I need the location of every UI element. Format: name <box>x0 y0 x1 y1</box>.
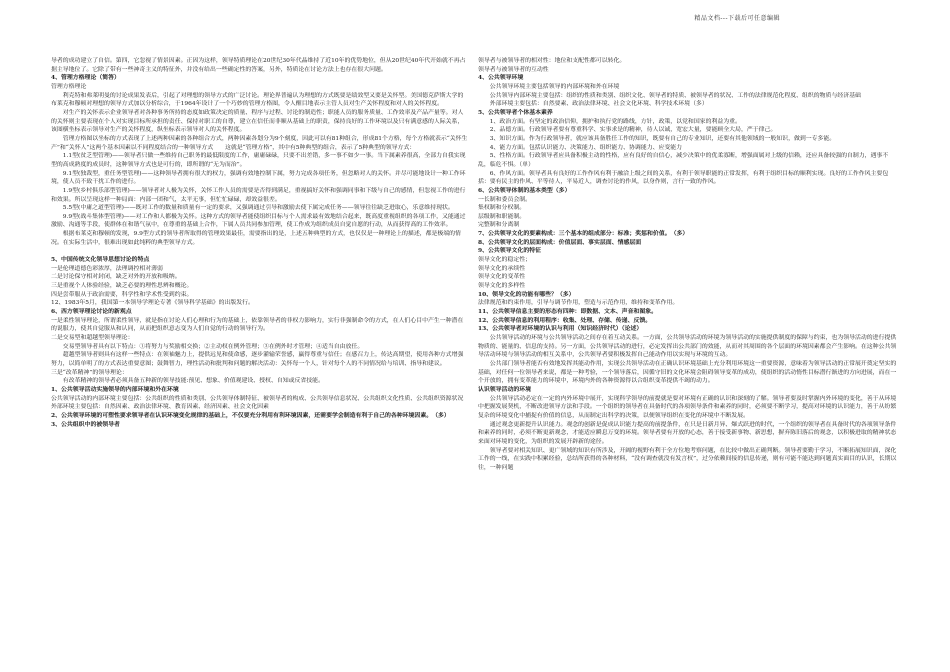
left-paragraph: 公共领导活动的内部环境主要包括：公共组织的性质和类别、公共领导体制特征、被领导者的构成、公共领导信息状况、公共组织文化性质、公共组织资源状况 <box>51 395 464 402</box>
right-paragraph: 法律规范和约束作用，引导与调节作用，塑造与示范作用，维持和变革作用。 <box>478 300 679 307</box>
left-paragraph: 三是重视个人体验经验，缺乏必要的理性思辨和概论。 <box>51 283 193 290</box>
left-paragraph: 1、公共领导活动实施领导的内部环境和外在环境 <box>51 385 179 393</box>
left-paragraph: 5、中国传统文化领导思想讨论的特点 <box>51 256 150 264</box>
left-paragraph: 有改革精神的领导者必须具备五种新的领导技能:预见、想象、价值观建设、授权、自知或反省技能。 <box>62 378 324 385</box>
left-paragraph: 三是“改革精神”的领导理论： <box>51 369 128 376</box>
page-header: 精品文档---下载后可任意编辑 <box>694 15 780 22</box>
right-paragraph: 集权制和分权制。 <box>478 205 526 212</box>
right-paragraph: 通过观念更新提升认识能力。观念的创新是促成认识能力提高的前提条件，在只是日新月异、爆式跃进的时代，一个组织的领导者在具备时代的各项领导条件和素养的同时，必须不断更新观念，才能适应瞬息万变的环境。领导者要有开放的心态，善于接受新事物、新思想，摒弃陈旧落后的观念，以积极进取的精神状态来面对环境的变化，为组织的发展开辟新的途径。 <box>478 421 897 445</box>
left-paragraph: 1.9型(乡村俱乐部型管理)——领导者对人极为关怀，关怀工作人员的需要是否得到满足，重视搞好关怀和强调同事和下级与自己的感情，但忽视工作的进行和效果。所以呈现这样一种局面：内部一团和气，太平无事，但忙忙碌碌，却效益很差。 <box>51 187 466 203</box>
right-paragraph: 5、公共领导者个体基本素养 <box>478 108 553 116</box>
right-paragraph: 2、品德方面。行政领导者要有尊重科学、实事求是的精神，待人以诚，宽宏大量，要能顾全大局，严于律己。 <box>489 127 777 134</box>
right-paragraph: 公共领导内部环境主要包括：组织的性质和类别、组织文化、领导者的特质、被领导者的状况、工作的法律规范化程度、组织的物质与经济基础 <box>489 92 861 99</box>
left-paragraph: 导者的成功建立了自信。第四，它忽视了情景因素。正因为这样，领导特质理论在20世纪30年代晶维持了近10年的优势地位，但从20世纪40年代开始就不再占据主导地位了。它除了带有一些神奇主义的特征外，并没有给出一些确定性的答案，另外，特质论在讨论方法上也存在很大问题。 <box>51 58 466 73</box>
left-paragraph: 6、西方领导理论讨论的新观点 <box>51 308 132 316</box>
right-paragraph: 领导者与被领导者的互动性 <box>478 66 549 73</box>
right-paragraph: 领导者与被领导者的相对性：地位和支配性都可以转化。 <box>478 58 626 64</box>
right-paragraph: 领导文化的变革性 <box>478 274 526 281</box>
right-paragraph: 领导文化的多样性 <box>478 283 526 290</box>
left-paragraph <box>51 247 469 256</box>
left-paragraph: 12、1983年5月，我国第一本领导学理论专著《领导科学基础》的出版发行。 <box>51 300 254 307</box>
right-paragraph: 领导者要对相关知识、更广领域的知识有所涉及，开阔的视野有利于全方位地考察问题，在比较中做出正确判断。领导者要勤于学习，不断拓展知识面，深化工作的一线，在实践中积累经验，总结所获得的各种材料，“没有调查就没有发言权”，过分依赖间接的信息传递，则有可能不能达到问题真实面目的认识，长期以往，一种问题 <box>478 447 897 471</box>
left-paragraph: 一是伦理道德色彩浓厚，法理调控相对薄弱 <box>51 265 163 272</box>
left-paragraph: 四是尝带服从于政治需要，科学性和学术性受到约束。 <box>51 291 193 298</box>
right-paragraph: 认识领导活动的环境 <box>478 385 532 393</box>
right-paragraph: 4、公共领导环境 <box>478 74 524 82</box>
right-paragraph: 完整制和分离制 <box>478 222 520 229</box>
right-paragraph: 10、领导文化的功能有哪些？（多） <box>478 290 575 298</box>
right-paragraph: 5、性格方面。行政领导者应具备积极主动的性格，应有良好的自信心，减少决策中的优柔寡断，增强面属对上级的信赖，还应具备较强的自制力，遇事不乱，临危不惧。（单） <box>478 153 889 168</box>
right-paragraph: 领导文化的稳定性； <box>478 257 532 264</box>
left-paragraph: 2、公共领导环境的可塑性要求领导者在认识环境变化规律的基础上，不仅要充分利用有利环境因素，还需要学会制造有利于自己的各种环境因素。（多） <box>51 411 450 419</box>
left-paragraph: 3、公共组织中的被领导者 <box>51 420 120 428</box>
left-paragraph: 1.1型(贫乏型管理)——领导者只做一些维持自己职务的最低限度的工作，庸庸碌碌，只要不出差错，多一事不如少一事。当下属素养很高，全部力自我实现型的高成熟度的成员时，这种领导方式也是可行的，即所谓的“无为而治”。 <box>51 153 466 168</box>
left-column <box>51 57 469 657</box>
left-paragraph: 外部环境主要包括：自然因素、政治法律环境、教育因素、经济因素、社会文化因素 <box>51 404 269 411</box>
left-paragraph: 5.5型(中庸之道型管理)——既对工作的数量和质量有一定的要求，又强调通过引导和激励去使下属完成任务——领导往往缺乏进取心，乐意维持现状。 <box>62 205 454 212</box>
left-paragraph: 9.1型(独裁型，重任务型管理)——这种领导者拥有很大的权力，强调有效地控制下属，努力完成各项任务，但忽略对人的关怀。并尽可能地设计一种工作环境，使人员不致干扰工作的进行。 <box>51 170 466 186</box>
left-paragraph: 一是柔性领导理论，所谓柔性领导，就是指在讨论人们心理和行为的基础上，依靠领导者的非权力影响力，实行非强制命令的方式，在人们心目中产生一种潜在的说服力，使其自觉服从和认同，从而把组织意志变为人们自觉的行动的领导行为。 <box>51 317 464 333</box>
right-paragraph: 领导文化的承续性 <box>478 265 526 272</box>
right-paragraph: 8、公共领导文化的层面构成：价值层面、事实层面、情感层面 <box>478 238 642 246</box>
right-paragraph: 7、公共领导文化的要素构成：三个基本的组成部分：标准；奖惩和价值。（多） <box>478 230 689 238</box>
right-paragraph: 3、知识方面。作为行政领导者，就应该具备胜任工作的知识，既要有自己的专业知识，还要有其他领域的一般知识，做到一专多能。 <box>489 135 836 142</box>
right-paragraph: 6、作风方面。领导者具有良好的工作作风有利于融洽上级之间的关系，有利于领导职能的正常发挥，有利于组织目标的顺利实现。良好的工作作风主要包括：要有民主的作风、平等待人，平易近人，调查讨论的作风，以身作则，言行一致的作风。 <box>478 170 889 186</box>
right-column <box>478 57 899 657</box>
right-paragraph: 11、公共领导信息主要的形态有四种：即数据、文本、声音和图象。 <box>478 308 658 316</box>
left-paragraph: 二是讨论保守相对封闭，缺乏对外的开放和吸纳。 <box>51 274 181 281</box>
left-paragraph: 管理方格图以坐标的方式表现了上述两种因素的各种组合方式，两种因素各划分为9个刻度，因此可以有81种组合，形成81个方格，每个方格就表示“关怀生产”和“关怀人”这两个基本因素以不同程度结合的一种领导方式 这就是“管理方格”，其中有5种典型的组合，表示了5种典型的领导方式： <box>51 135 468 151</box>
right-paragraph: 6、公共领导体制的基本类型（多） <box>478 186 571 194</box>
right-paragraph: 公共部门领导者能否有效地发挥其能动作用，实现公共领导活动在正确认识环境基础上充分利用环境这一重要资源，意味着为领导活动的正常展开奠定坚实的基础，对任何一位领导者来说，都是一种考验，一个领导落后，因循守旧的文化环境会阻碍领导变革的成功，使组织的活动惰性目标潜行渐进的方向进展，而在一个开放的，拥有变革能力的环境中，环境内外的各种资源得以合组织变革提供不竭的动力。 <box>478 360 897 385</box>
right-paragraph: 公共领导环境主要包括领导的内部环境和外在环境 <box>489 83 620 90</box>
left-paragraph: 对生产的关怀表示企业领导者对各种事务所持的态度如政策决定的质量、程序与过程、讨论的制造性；职能人员的服务质量、工作效率及产品产量等。对人的关怀则主要表现在个人对实现目标所承担的责任、保持对职工的自尊，建立在信任而非顺从基础上的职责，保持良好的工作环境以及只有满意感的人际关系，该图横坐标表示领导对生产的关怀程度，纵坐标表示领导对人的关怀程度。 <box>51 109 464 134</box>
left-paragraph: 利克特和弗莱明曼的讨论成果发表后，引起了对理想的领导方式的广泛讨论。理论界普遍认为理想的方式既要是绩效型又要是关怀型。美国德克萨斯大学的布莱克和穆顿对理想的领导方式加以分析综合，于1964年设计了一个巧妙的管理方格图，令人醒目地表示主管人员对生产关怀程度和对人的关怀程度。 <box>51 92 464 108</box>
right-paragraph: 1、政治方面。有坚定的政治信仰，拥护和执行党的路线，方针，政策，以党和国家的利益为重。 <box>489 118 741 125</box>
right-paragraph: 公共领导活动的环境与公共领导活动之间存在着互动关系。一方面，公共领导活动的环境为领导活动的实施提供制度的保障与约束，也为领导活动的进行提供物质的、能量的、信息的支持。另一方面，公共领导活动的进行，必定发挥出公共部门的效能，从而对其周围的各个层面的环境因素都会产生影响。在这种公共领导活动环境与领导活动的相互关系中，公共领导者要积极发挥自己能动作用以实现与环境的互动。 <box>478 335 897 359</box>
left-paragraph: 二是交易型和超越型领导理论： <box>51 335 134 341</box>
right-paragraph: 13、公共领导者对环境的认识与利用（知识经济时代）（论述） <box>478 325 643 333</box>
right-paragraph: 公共领导活动必定在一定的内外环境中展开，实现科学领导的前提就是要对环境有正确的认识和深刻的了解。领导者要及时掌握内外环境的变化，善于从环境中把握发展契机，不断改进领导方法和手段。一个组织的领导者在具备时代的各项领导条件和素养的同时，必须要不断学习，提高对环境的认识能力，善于从纷繁复杂的环境变化中捕捉有价值的信息，从而制定出科学的决策，以便领导组织在变化的环境中不断发展。 <box>478 395 897 419</box>
left-paragraph: 管理方格理论 <box>51 83 87 90</box>
left-paragraph: 根据布莱克和穆顿的发现，9.9型方式的领导者所取得的管理效果最佳，需要指出的是，上述五种典型的方式，也仅仅是一种理论上的描述，都是极端的情况。在实际生活中，很难出现如此纯粹的典型领导方式。 <box>51 231 461 246</box>
right-paragraph: 4、能力方面。包括认识能力、决策能力、组织能力、协调能力、应变能力 <box>489 144 683 151</box>
right-paragraph: 外部环境主要包括：自然要素、政治法律环境、社会文化环境、科学技术环境（多） <box>489 101 708 108</box>
left-paragraph: 交易型领导者具有以下特点：①将努力与奖励相交换；②主动权在例外管理；③在例外时才管理；④适当自由放任。 <box>62 343 364 350</box>
left-paragraph: 超越型领导者则具有这样一些特点：在领袖魅力上，提供远见和使命感，逐步灌输荣誉感，赢得尊重与信任；在感召力上，传达高期望，使用各种方式增强努力，以简单明了的方式表达重要意图；鼓舞智力，理性活动和批判和问题的解决活动：关怀每一个人，针对每个人的不同情况给与培训、指导和建议。 <box>51 352 464 367</box>
left-paragraph: 9.9型(战斗集体型管理)——对工作和人都极为关怀。这种方式的领导者能使组织目标与个人需求最有效地结合起来，既高度重视组织的各项工作，又能通过激励、沟通等手段，使群体在和谐气氛中，在尊重的基础上合作，下属人员共同参加管理，使工作成为组织成员自觉自愿的行动，从而获得高的工作效率。 <box>51 213 466 229</box>
right-paragraph: 12、公共领导信息的利用程序：收集、处理、存储、传递、反馈。 <box>478 316 652 324</box>
left-paragraph: 4、管理方格理论（简答） <box>51 74 120 82</box>
right-paragraph: 9、公共领导文化的特征 <box>478 247 542 255</box>
right-paragraph: 一长制和委员会制。 <box>478 196 532 203</box>
right-paragraph: 层级制和职能制。 <box>478 213 526 220</box>
